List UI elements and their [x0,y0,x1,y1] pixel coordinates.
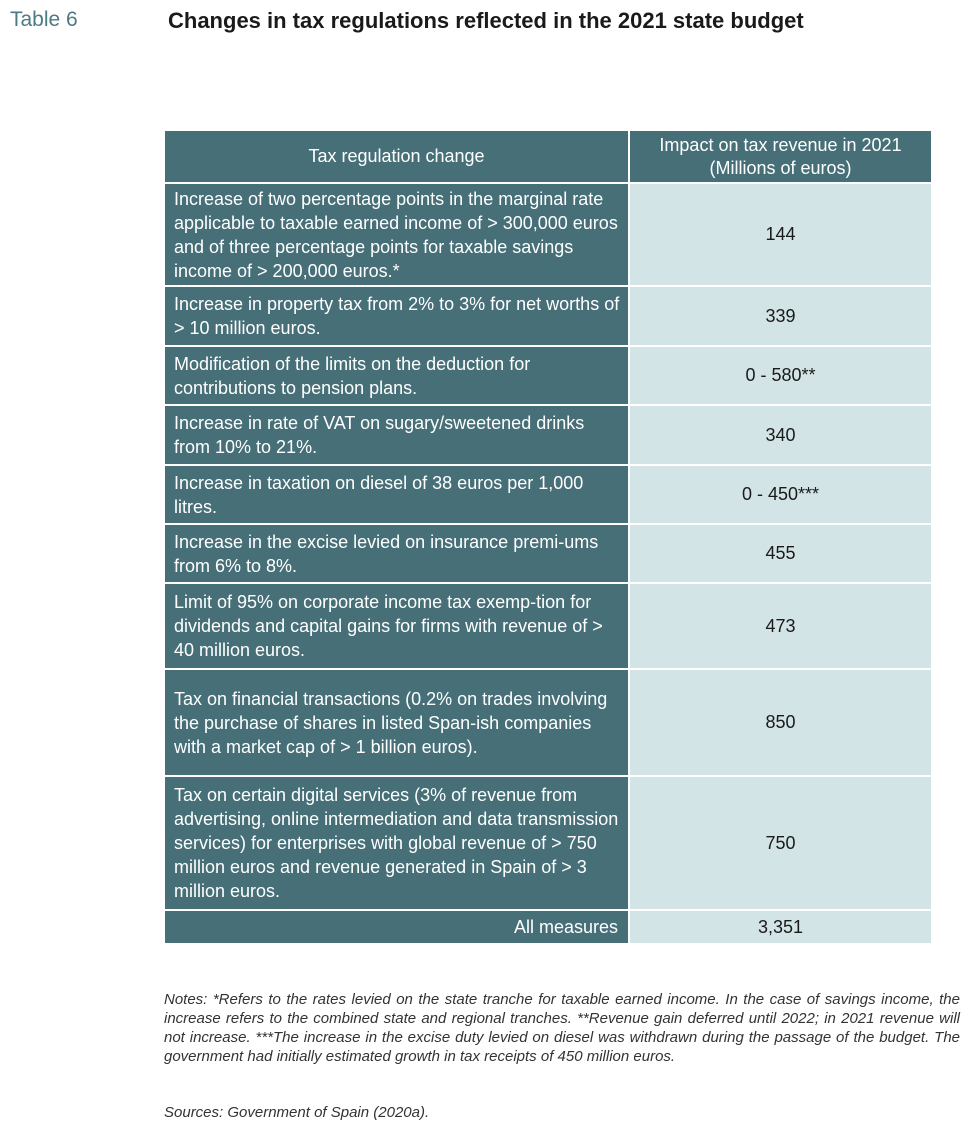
table-number: Table 6 [10,8,78,31]
row-change-cell: Limit of 95% on corporate income tax exemp-tion for dividends and capital gains for firms with revenue of > 40 million euros. [164,583,629,669]
table-row [164,286,932,346]
table-sources: Sources: Government of Spain (2020a). [164,1104,430,1121]
table-notes: Notes: *Refers to the rates levied on the state tranche for taxable earned income. In the case of savings income, the increase refers to the combined state and regional tranches. **Revenue gain deferred until 2022; in 2021 revenue will not increase. ***The increase in the excise duty levied on diesel was withdrawn during the passage of the budget. The government had initially estimated growth in tax receipts of 450 million euros. [164,991,960,1065]
row-impact-cell: 340 [629,405,932,465]
row-change-cell: Increase in property tax from 2% to 3% for net worths of > 10 million euros. [164,286,629,346]
row-impact-cell: 750 [629,776,932,910]
row-change-cell: Increase in taxation on diesel of 38 euros per 1,000 litres. [164,465,629,524]
total-row [164,910,932,944]
row-change-cell: Modification of the limits on the deduction for contributions to pension plans. [164,346,629,405]
table-row [164,583,932,669]
table-row [164,776,932,910]
table-row [164,405,932,465]
total-value: 3,351 [629,910,932,944]
row-impact-cell: 0 - 450*** [629,465,932,524]
table-row [164,465,932,524]
row-change-cell: Tax on certain digital services (3% of revenue from advertising, online intermediation and data transmission services) for enterprises with global revenue of > 750 million euros and revenue generated in Spain of > 3 million euros. [164,776,629,910]
row-change-cell: Increase of two percentage points in the marginal rate applicable to taxable earned income of > 300,000 euros and of three percentage points for taxable savings income of > 200,000 euros.* [164,183,629,286]
total-label: All measures [164,910,629,944]
row-impact-cell: 0 - 580** [629,346,932,405]
table-row [164,183,932,286]
column-header-impact: Impact on tax revenue in 2021 (Millions of euros) [629,130,932,183]
row-impact-cell: 850 [629,669,932,776]
row-impact-cell: 455 [629,524,932,583]
tax-changes-table [163,129,933,945]
row-impact-cell: 144 [629,183,932,286]
row-change-cell: Increase in rate of VAT on sugary/sweetened drinks from 10% to 21%. [164,405,629,465]
row-impact-cell: 339 [629,286,932,346]
row-change-cell: Increase in the excise levied on insurance premi-ums from 6% to 8%. [164,524,629,583]
column-header-change: Tax regulation change [164,130,629,183]
table-row [164,524,932,583]
page-title: Changes in tax regulations reflected in the 2021 state budget [168,8,804,33]
table-row [164,346,932,405]
table-row [164,669,932,776]
table-header-row [164,130,932,183]
row-impact-cell: 473 [629,583,932,669]
row-change-cell: Tax on financial transactions (0.2% on trades involving the purchase of shares in listed Span-ish companies with a market cap of > 1 billion euros). [164,669,629,776]
